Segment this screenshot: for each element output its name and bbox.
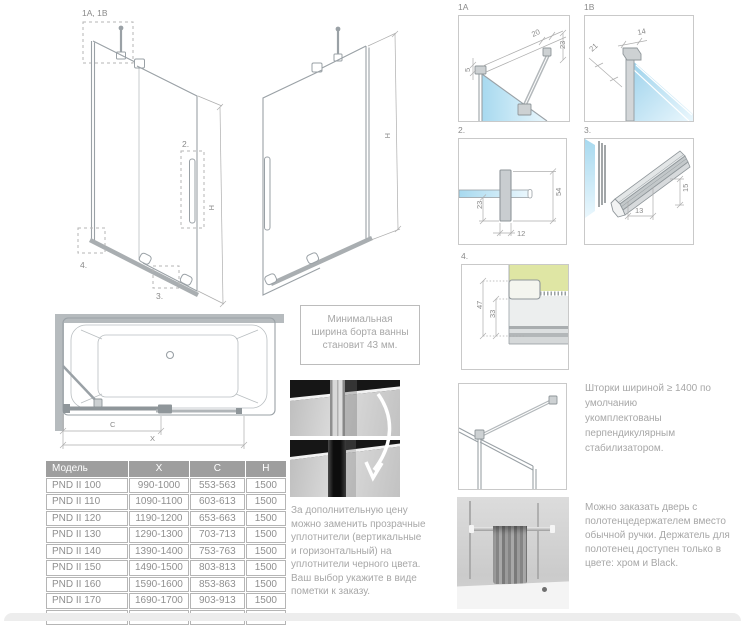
table-cell: PND II 160 bbox=[46, 577, 128, 593]
table-row bbox=[46, 494, 286, 510]
stabilizer-box bbox=[458, 383, 567, 490]
table-cell: 990-1000 bbox=[129, 478, 189, 494]
main-drawing-left bbox=[40, 0, 240, 310]
table-cell: 853-863 bbox=[190, 577, 245, 593]
svg-text:15: 15 bbox=[681, 183, 690, 192]
height-dimension bbox=[368, 31, 401, 240]
perpendicular-stabilizer bbox=[475, 396, 557, 439]
table-cell: 653-663 bbox=[190, 511, 245, 527]
fixed-panel bbox=[92, 41, 140, 260]
towel-holder-photo bbox=[457, 497, 569, 609]
table-cell: PND II 100 bbox=[46, 478, 128, 494]
bottom-sill bbox=[271, 238, 372, 284]
detail-ref-4: 4. bbox=[80, 260, 88, 270]
table-cell: 1500 bbox=[246, 527, 286, 543]
svg-text:54: 54 bbox=[554, 187, 563, 196]
bottom-sill bbox=[90, 240, 198, 295]
table-row bbox=[46, 544, 286, 560]
svg-text:33: 33 bbox=[488, 309, 497, 318]
table-cell: 1490-1500 bbox=[129, 560, 189, 576]
detail-1b-drawing bbox=[585, 16, 693, 121]
detail-4-drawing bbox=[462, 265, 568, 369]
transparent-seal bbox=[330, 380, 345, 436]
detail-3-drawing bbox=[585, 139, 693, 244]
handle-profile bbox=[500, 170, 511, 221]
detail-ref-2: 2. bbox=[182, 139, 190, 149]
bar-cap bbox=[469, 525, 474, 533]
table-cell: 1390-1400 bbox=[129, 544, 189, 560]
detail-3-label: 3. bbox=[584, 125, 592, 135]
table-cell: PND II 150 bbox=[46, 560, 128, 576]
bar-cap bbox=[550, 525, 555, 533]
svg-text:5: 5 bbox=[463, 67, 472, 72]
rollers bbox=[264, 252, 320, 286]
glass-reflection bbox=[345, 380, 357, 436]
svg-text:C: C bbox=[110, 420, 116, 429]
detail-ref-1a1b: 1A, 1B bbox=[82, 8, 108, 18]
wall-profile bbox=[626, 56, 634, 121]
svg-text:H: H bbox=[383, 133, 392, 139]
table-cell: 603-613 bbox=[190, 494, 245, 510]
height-dimension bbox=[198, 96, 226, 307]
table-cell: 803-813 bbox=[190, 560, 245, 576]
table-cell: PND II 140 bbox=[46, 544, 128, 560]
table-cell: PND II 170 bbox=[46, 593, 128, 609]
glass-edge bbox=[469, 501, 471, 579]
seals-note: За дополнительную цену можно заменить прозрачные уплотнители (вертикальные и горизонтальный) на уплотнители черного цвета. Ваш выбор укажите в виде пометки к заказу. bbox=[291, 505, 426, 597]
fixed-panel bbox=[322, 46, 369, 241]
detail-ref-3: 3. bbox=[156, 291, 164, 301]
col-header-h: H bbox=[246, 461, 286, 477]
col-header-c: C bbox=[190, 461, 245, 477]
wall-profile-lines bbox=[599, 141, 605, 207]
detail-4-label: 4. bbox=[461, 251, 469, 261]
table-cell: 1500 bbox=[246, 494, 286, 510]
detail-2-label: 2. bbox=[458, 125, 466, 135]
table-cell: 1190-1200 bbox=[129, 511, 189, 527]
table-cell: 703-713 bbox=[190, 527, 245, 543]
svg-text:H: H bbox=[207, 205, 216, 211]
door-handle bbox=[190, 159, 196, 223]
svg-text:23: 23 bbox=[558, 40, 567, 49]
table-row bbox=[46, 593, 286, 609]
table-cell: 903-913 bbox=[190, 593, 245, 609]
svg-text:20: 20 bbox=[530, 27, 542, 39]
table-header-row bbox=[46, 461, 286, 477]
table-cell: 553-563 bbox=[190, 478, 245, 494]
drain bbox=[167, 352, 174, 359]
table-cell: 1090-1100 bbox=[129, 494, 189, 510]
glass-edge bbox=[537, 503, 539, 579]
detail-1a-box bbox=[458, 15, 570, 122]
table-row bbox=[46, 560, 286, 576]
dimensions bbox=[475, 169, 563, 239]
table-cell: PND II 130 bbox=[46, 527, 128, 543]
svg-text:23: 23 bbox=[475, 200, 484, 209]
table-cell: 1590-1600 bbox=[129, 577, 189, 593]
detail-2-drawing bbox=[459, 139, 566, 244]
stabilizer-drawing bbox=[459, 384, 566, 489]
detail-1a-label: 1A bbox=[458, 2, 469, 12]
main-drawing-right bbox=[235, 0, 410, 310]
detail-1b-box bbox=[584, 15, 694, 122]
glass-pane bbox=[585, 139, 595, 218]
svg-text:12: 12 bbox=[517, 229, 526, 238]
detail-3-box bbox=[584, 138, 694, 245]
table-cell: 1500 bbox=[246, 593, 286, 609]
bathtub-plan-drawing bbox=[40, 308, 285, 453]
table-cell: PND II 120 bbox=[46, 511, 128, 527]
model-table-body bbox=[46, 478, 286, 626]
min-rim-note bbox=[300, 305, 420, 365]
table-row bbox=[46, 527, 286, 543]
stabilizer-note: Шторки шириной ≥ 1400 по умолчанию укомплектованы перпендикулярным стабилизатором. bbox=[585, 383, 711, 454]
table-cell: 1500 bbox=[246, 577, 286, 593]
table-row bbox=[46, 511, 286, 527]
detail-2-box bbox=[458, 138, 567, 245]
min-rim-note-text: Минимальная ширина борта ванны становит 43 мм. bbox=[311, 314, 409, 351]
table-cell: 1690-1700 bbox=[129, 593, 189, 609]
black-seal bbox=[328, 440, 346, 497]
col-header-model: Модель bbox=[46, 461, 128, 477]
table-cell: PND II 110 bbox=[46, 494, 128, 510]
seal-photos bbox=[290, 380, 400, 497]
svg-text:X: X bbox=[150, 434, 156, 443]
table-cell: 1290-1300 bbox=[129, 527, 189, 543]
svg-text:47: 47 bbox=[475, 300, 484, 309]
table-cell: 1500 bbox=[246, 544, 286, 560]
profile-section bbox=[509, 280, 540, 299]
ceiling-support bbox=[334, 27, 342, 61]
glass-pane bbox=[459, 190, 529, 198]
towel bbox=[493, 526, 527, 584]
glass-corner bbox=[459, 428, 536, 489]
table-cell: 1500 bbox=[246, 511, 286, 527]
table-row bbox=[46, 478, 286, 494]
towel-note: Можно заказать дверь с полотенцедержателем вместо обычной ручки. Держатель для полотенец доступен только в цвете: хром и Black. bbox=[585, 502, 730, 569]
dimension-c bbox=[60, 414, 164, 449]
glass-reflection bbox=[346, 440, 356, 497]
profile-cap bbox=[623, 48, 641, 60]
table-cell: 1500 bbox=[246, 478, 286, 494]
table-cell: 1500 bbox=[246, 560, 286, 576]
screen-plan bbox=[63, 366, 242, 414]
svg-text:13: 13 bbox=[635, 206, 644, 215]
dimension-x bbox=[60, 416, 247, 449]
ledge-knob bbox=[542, 587, 547, 592]
svg-text:14: 14 bbox=[636, 26, 647, 37]
detail-1a-drawing bbox=[459, 16, 569, 121]
detail-4-box bbox=[461, 264, 569, 370]
wall-bracket bbox=[475, 66, 486, 74]
page-footer-bar bbox=[4, 613, 741, 621]
models-table bbox=[45, 460, 287, 626]
curved-arrow-icon bbox=[364, 392, 398, 486]
svg-text:21: 21 bbox=[587, 41, 600, 54]
stabilizer-bar bbox=[518, 48, 551, 115]
col-header-x: X bbox=[129, 461, 189, 477]
table-cell: 753-763 bbox=[190, 544, 245, 560]
table-row bbox=[46, 577, 286, 593]
detail-1b-label: 1B bbox=[584, 2, 595, 12]
door-handle bbox=[265, 157, 271, 230]
